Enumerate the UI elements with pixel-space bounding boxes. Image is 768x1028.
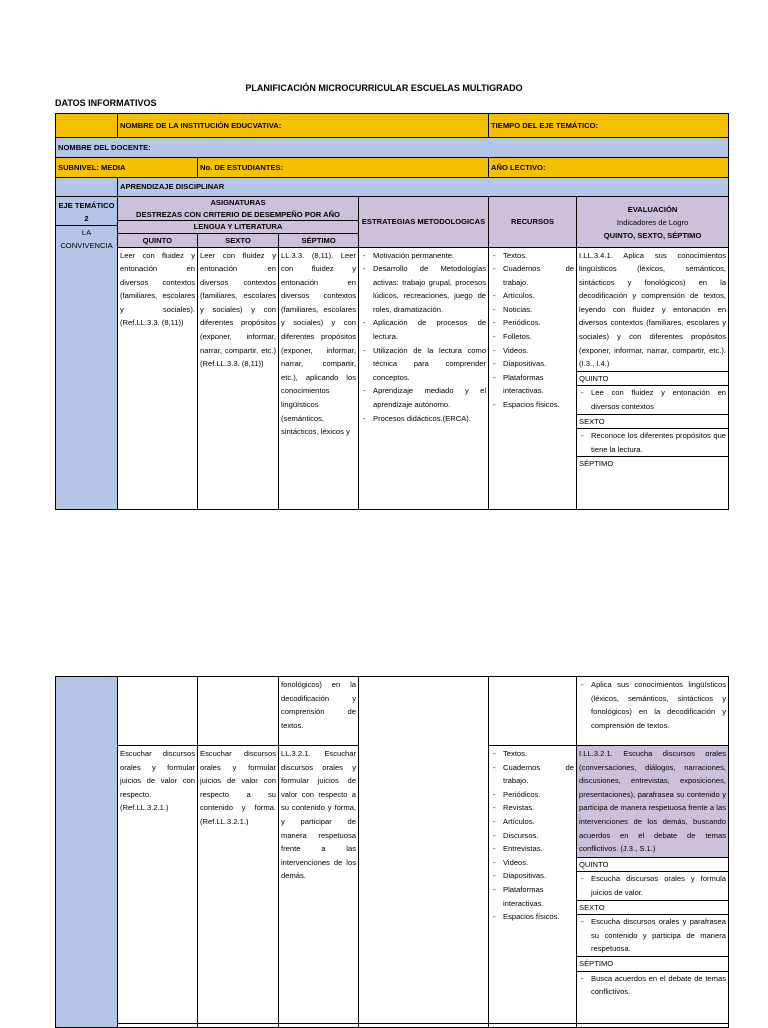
list-item: - Folletos. xyxy=(491,330,574,344)
eje-tematico-cell xyxy=(56,197,118,510)
list-item: - Videos. xyxy=(491,856,574,870)
list-item: - Escucha discursos orales y formula juicios de valor. xyxy=(579,872,726,899)
recursos-list-cell-2 xyxy=(489,746,577,1024)
list-item: - Textos. xyxy=(491,249,574,263)
indicadores-label: Indicadores de Logro xyxy=(616,218,689,227)
list-item: - Procesos didácticos.(ERCA). xyxy=(361,412,486,426)
list-item: - Aplicación de procesos de lectura. xyxy=(361,316,486,343)
list-item: - Cuadernos de trabajo. xyxy=(491,262,574,289)
list-item: - Desarrollo de Metodologías activas: trabajo grupal, procesos lúdicos, recreaciones, juego de roles, dramatización. xyxy=(361,262,486,316)
list-item: - Reconoce los diferentes propósitos que tiene la lectura. xyxy=(579,429,726,456)
aprendizaje-label: APRENDIZAJE DISCIPLINAR xyxy=(118,178,729,197)
list-item: - Plataformas interactivas. xyxy=(491,883,574,910)
eval-septimo-label: SÉPTIMO xyxy=(577,456,728,471)
planning-table-page2 xyxy=(55,676,729,1028)
eval-grados-label: QUINTO, SEXTO, SÉPTIMO xyxy=(603,231,702,240)
list-item: - Artículos. xyxy=(491,289,574,303)
list-item: - Aprendizaje mediado y el aprendizaje autónomo. xyxy=(361,384,486,411)
quinto-destreza: Leer con fluidez y entonación en diversos contextos (familiares, escolares y sociales). (Ref.LL.3.3. (8,11)) xyxy=(118,247,198,509)
list-item: - Noticias. xyxy=(491,303,574,317)
list-item: - Utilización de la lectura como técnica para comprender conceptos. xyxy=(361,344,486,385)
estrategias-list-cell xyxy=(359,247,489,509)
list-item: - Discursos. xyxy=(491,829,574,843)
list-item: - Espacios físicos. xyxy=(491,910,574,924)
document-title: PLANIFICACIÓN MICROCURRICULAR ESCUELAS MULTIGRADO xyxy=(245,83,523,93)
list-item: - Plataformas interactivas. xyxy=(491,371,574,398)
recursos-list-2 xyxy=(491,747,574,924)
cell-empty-blue xyxy=(56,178,118,197)
list-item: - Entrevistas. xyxy=(491,842,574,856)
list-item: - Periódicos. xyxy=(491,788,574,802)
list-item: - Diapositivas. xyxy=(491,869,574,883)
sexto-empty-cont xyxy=(198,677,279,746)
list-item: - Lee con fluidez y entonación en diversos contextos xyxy=(579,386,726,413)
eval-sexto-list-2 xyxy=(577,914,728,956)
eje-column-cont xyxy=(56,677,118,1028)
eval-cont-list xyxy=(579,678,726,732)
quinto-destreza-2: Escuchar discursos orales y formular juicios de valor con respecto. (Ref.LL.3.2.1.) xyxy=(118,746,198,1024)
list-item: - Videos. xyxy=(491,344,574,358)
septimo-destreza-2: LL.3.2.1. Escuchar discursos orales y formular juicios de valor con respecto a su contenido y forma, y participar de manera respetuosa frente a las intervenciones de los demás. xyxy=(279,746,359,1024)
cell-empty xyxy=(577,1024,729,1028)
col-quinto: QUINTO xyxy=(118,233,197,247)
eval-quinto-list-2 xyxy=(577,871,728,899)
eje-label: EJE TEMÁTICO 2 xyxy=(58,201,115,223)
quinto-empty-cont xyxy=(118,677,198,746)
eval-criterio-2: I.LL.3.2.1. Escucha discursos orales (conversaciones, diálogos, narraciones, discusiones, entrevistas, exposiciones, presentaciones), parafrasea su contenido y participa de manera respetuosa frente a las intervenciones de los demás, buscando acuerdos en el debate de temas conflictivos. (J.3., S.1.) xyxy=(577,746,728,857)
list-item: - Cuadernos de trabajo. xyxy=(491,761,574,788)
institution-label: NOMBRE DE LA INSTITUCIÓN EDUCVATIVA: xyxy=(118,114,489,138)
evaluacion-cell-2 xyxy=(577,746,729,1024)
list-item: - Escucha discursos orales y parafrasea su contenido y participa de manera respetuosa. xyxy=(579,915,726,956)
list-item: - Aplica sus conocimientos lingüísticos (léxicos, semánticos, sintácticos y fonológicos) en la decodificación y comprensión de textos. xyxy=(579,678,726,732)
septimo-destreza: LL.3.3. (8,11). Leer con fluidez y entonación en diversos contextos (familiares, escolares y sociales) y con diferentes propósitos (exponer, informar, narrar, compartir, etc.), aplicando los conocimientos lingüísticos (semánticos, sintácticos, léxicos y xyxy=(279,247,359,509)
list-item: - Busca acuerdos en el debate de temas conflictivos. xyxy=(579,972,726,999)
eval-septimo-label-2: SÉPTIMO xyxy=(577,956,728,971)
eje-tema: LA CONVIVENCIA xyxy=(56,225,117,252)
lengua-label: LENGUA Y LITERATURA xyxy=(118,220,358,233)
cell-empty-gold xyxy=(56,114,118,138)
col-septimo: SÉPTIMO xyxy=(279,233,358,247)
cell-empty xyxy=(359,1024,489,1028)
list-item: - Textos. xyxy=(491,747,574,761)
subnivel-label: SUBNIVEL: MEDIA xyxy=(56,158,198,178)
section-title-datos: DATOS INFORMATIVOS xyxy=(55,98,157,108)
estrategias-header: ESTRATEGIAS METODOLOGICAS xyxy=(359,197,489,248)
eval-criterio: I.LL.3.4.1. Aplica sus conocimientos lingüísticos (léxicos, semánticos, sintácticos y fonológicos) en la decodificación y comprensión de textos, leyendo con fluidez y entonación en diversos contextos (familiares, escolares y sociales) y con diferentes propósitos (exponer, informar, narrar, compartir, etc.). (I.3., I.4.) xyxy=(579,250,727,369)
evaluacion-cell xyxy=(577,247,729,509)
list-item: - Motivación permanente. xyxy=(361,249,486,263)
asignaturas-header xyxy=(118,197,359,248)
list-item: - Espacios físicos. xyxy=(491,398,574,412)
recursos-header: RECURSOS xyxy=(489,197,577,248)
cell-empty xyxy=(118,1024,198,1028)
destrezas-label: DESTREZAS CON CRITERIO DE DESEMPEÑO POR AÑO xyxy=(136,209,340,219)
cell-empty xyxy=(198,1024,279,1028)
list-item: - Diapositivas. xyxy=(491,357,574,371)
estudiantes-label: No. DE ESTUDIANTES: xyxy=(198,158,489,178)
planning-table-page1 xyxy=(55,113,729,510)
eval-quinto-list xyxy=(577,385,728,413)
recursos-list xyxy=(491,249,574,412)
eval-cont-cell xyxy=(577,677,729,746)
sexto-destreza-2: Escuchar discursos orales y formular juicios de valor con respecto a su contenido y forma. (Ref.LL.3.2.1.) xyxy=(198,746,279,1024)
list-item: - Revistas. xyxy=(491,801,574,815)
asignaturas-label: ASIGNATURAS xyxy=(210,198,266,207)
estrategias-empty xyxy=(359,677,489,1024)
docente-label: NOMBRE DEL DOCENTE: xyxy=(56,138,729,158)
eval-sexto-list xyxy=(577,428,728,456)
eval-quinto-label: QUINTO xyxy=(577,371,728,386)
eval-sexto-label: SEXTO xyxy=(577,414,728,429)
list-item: - Periódicos. xyxy=(491,316,574,330)
anio-label: AÑO LECTIVO: xyxy=(489,158,729,178)
recursos-empty-cont xyxy=(489,677,577,746)
estrategias-list xyxy=(361,249,486,426)
sexto-destreza: Leer con fluidez y entonación en diversos contextos (familiares, escolares y sociales) y con diferentes propósitos (exponer, informar, narrar, compartir, etc.) (Ref.LL.3.3. (8,11)) xyxy=(198,247,279,509)
eval-septimo-list-2 xyxy=(577,971,728,999)
recursos-list-cell xyxy=(489,247,577,509)
list-item: - Artículos. xyxy=(491,815,574,829)
septimo-cont: fonológicos) en la decodificación y comprensión de textos. xyxy=(279,677,359,746)
eval-sexto-label-2: SEXTO xyxy=(577,900,728,915)
cell-empty xyxy=(279,1024,359,1028)
evaluacion-label: EVALUACIÓN xyxy=(627,205,678,214)
col-sexto: SEXTO xyxy=(197,233,279,247)
eval-quinto-label-2: QUINTO xyxy=(577,857,728,872)
evaluacion-header xyxy=(577,197,729,248)
tiempo-label: TIEMPO DEL EJE TEMÁTICO: xyxy=(489,114,729,138)
cell-empty xyxy=(489,1024,577,1028)
